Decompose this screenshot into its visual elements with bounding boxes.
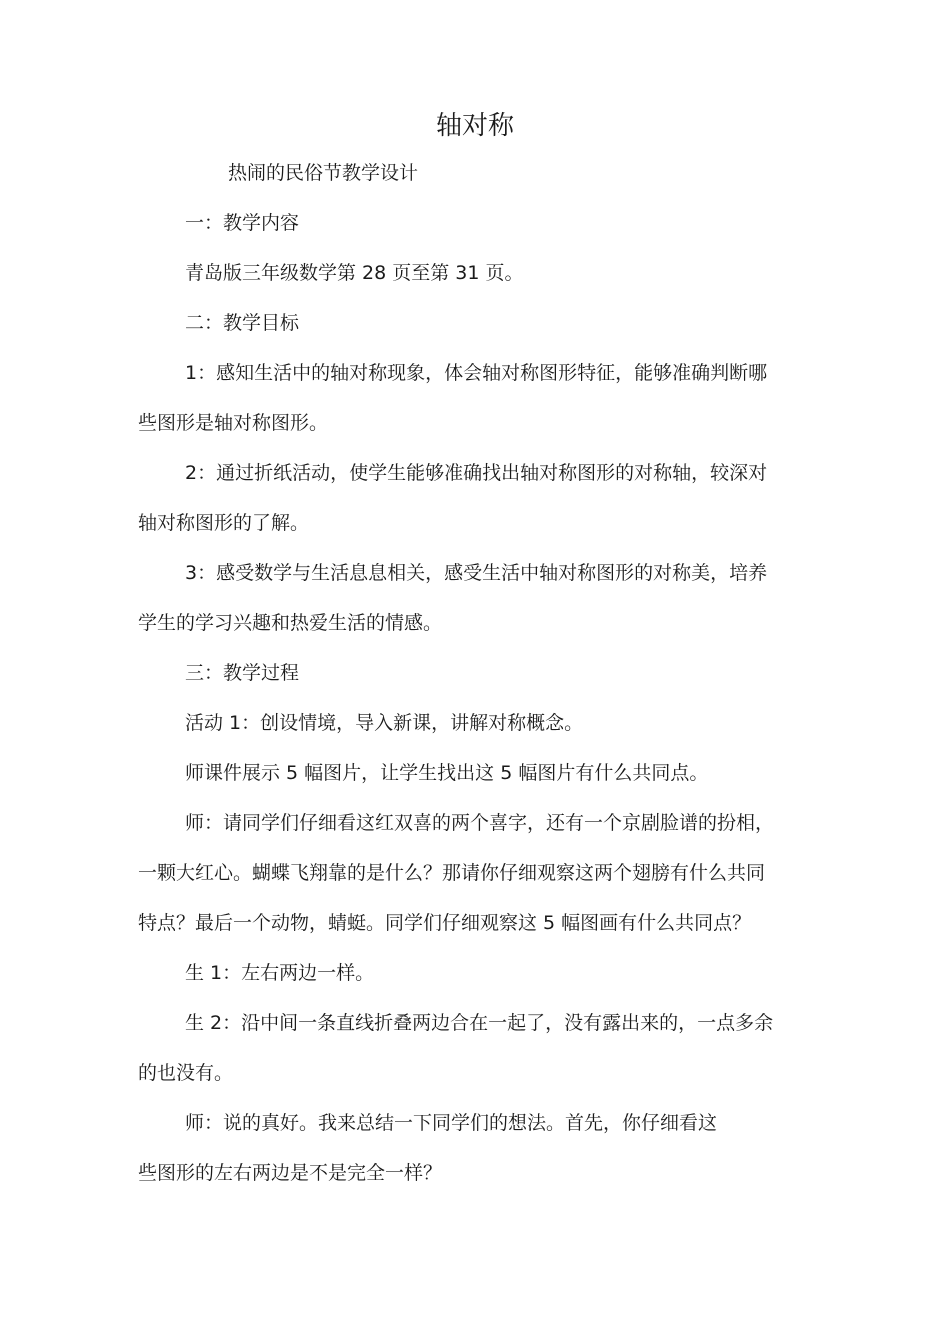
teacher-say-line-3: 特点？最后一个动物，蜻蜓。同学们仔细观察这 5 幅图画有什么共同点？ — [138, 912, 752, 934]
student-1: 生 1：左右两边一样。 — [185, 962, 375, 984]
content-text: 青岛版三年级数学第 28 页至第 31 页。 — [185, 262, 524, 284]
student-2-line-1: 生 2：沿中间一条直线折叠两边合在一起了，没有露出来的，一点多余 — [185, 1012, 774, 1034]
section-heading-goals: 二：教学目标 — [185, 312, 300, 334]
goal-3-line-1: 3：感受数学与生活息息相关，感受生活中轴对称图形的对称美，培养 — [185, 562, 768, 584]
goal-1-line-2: 些图形是轴对称图形。 — [138, 412, 329, 434]
goal-3-line-2: 学生的学习兴趣和热爱生活的情感。 — [138, 612, 443, 634]
goal-2-line-1: 2：通过折纸活动，使学生能够准确找出轴对称图形的对称轴，较深对 — [185, 462, 768, 484]
section-heading-content: 一：教学内容 — [185, 212, 300, 234]
activity-1: 活动 1：创设情境，导入新课，讲解对称概念。 — [185, 712, 584, 734]
goal-1-line-1: 1：感知生活中的轴对称现象，体会轴对称图形特征，能够准确判断哪 — [185, 362, 768, 384]
goal-2-line-2: 轴对称图形的了解。 — [138, 512, 310, 534]
teacher-say-line-2: 一颗大红心。蝴蝶飞翔靠的是什么？那请你仔细观察这两个翅膀有什么共同 — [138, 862, 766, 884]
teacher-summary-line-2: 些图形的左右两边是不是完全一样？ — [138, 1162, 443, 1184]
student-2-line-2: 的也没有。 — [138, 1062, 234, 1084]
teacher-summary-line-1: 师：说的真好。我来总结一下同学们的想法。首先，你仔细看这 — [185, 1112, 718, 1134]
document-subtitle: 热闹的民俗节教学设计 — [228, 162, 419, 184]
section-heading-process: 三：教学过程 — [185, 662, 300, 684]
document-title: 轴对称 — [435, 111, 514, 141]
teacher-show: 师课件展示 5 幅图片，让学生找出这 5 幅图片有什么共同点。 — [185, 762, 709, 784]
teacher-say-line-1: 师：请同学们仔细看这红双喜的两个喜字，还有一个京剧脸谱的扮相， — [185, 812, 775, 834]
